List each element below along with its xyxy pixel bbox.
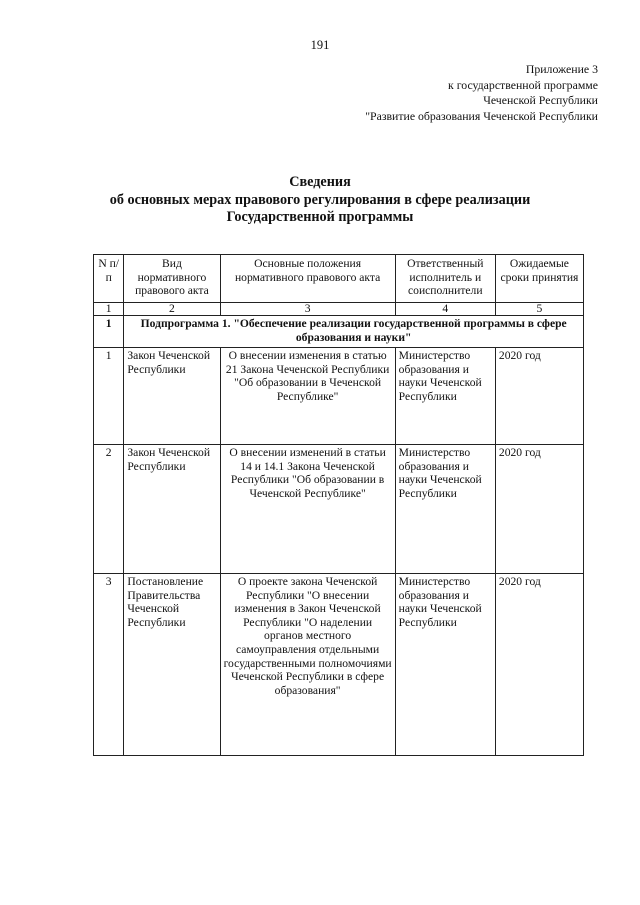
row-responsible: Министерство образования и науки Чеченской Республики <box>395 348 495 445</box>
row-responsible: Министерство образования и науки Чеченской Республики <box>395 574 495 756</box>
column-number: 2 <box>124 303 220 316</box>
row-deadline: 2020 год <box>495 574 583 756</box>
header-responsible: Ответственный исполнитель и соисполнители <box>395 255 495 303</box>
row-provisions: О проекте закона Чеченской Республики "О внесении изменения в Закон Чеченской Республики "О наделении органов местного самоуправления отдельными государственными полномочиями Чеченской Республики в сфере образования" <box>220 574 395 756</box>
measures-table <box>93 254 584 756</box>
row-deadline: 2020 год <box>495 445 583 574</box>
header-deadline: Ожидаемые сроки принятия <box>495 255 583 303</box>
row-act-type: Постановление Правительства Чеченской Республики <box>124 574 220 756</box>
row-responsible: Министерство образования и науки Чеченской Республики <box>395 445 495 574</box>
header-act-type: Вид нормативного правового акта <box>124 255 220 303</box>
row-provisions: О внесении изменения в статью 21 Закона Чеченской Республики "Об образовании в Чеченской Республике" <box>220 348 395 445</box>
subprogram-title: Подпрограмма 1. "Обеспечение реализации государственной программы в сфере образования и науки" <box>124 316 584 348</box>
appendix-line: Чеченской Республики <box>483 93 598 107</box>
header-provisions: Основные положения нормативного правового акта <box>220 255 395 303</box>
table-header-row <box>94 255 584 303</box>
row-deadline: 2020 год <box>495 348 583 445</box>
row-number: 2 <box>94 445 124 574</box>
table-row <box>94 574 584 756</box>
appendix-line: "Развитие образования Чеченской Республики <box>365 108 598 123</box>
column-number: 3 <box>220 303 395 316</box>
table-row <box>94 348 584 445</box>
appendix-line: Приложение 3 <box>525 62 598 76</box>
title-line: Государственной программы <box>226 209 414 225</box>
column-number: 5 <box>495 303 583 316</box>
row-number: 3 <box>94 574 124 756</box>
row-number: 1 <box>94 348 124 445</box>
document-title <box>0 174 640 227</box>
column-number-row <box>94 303 584 316</box>
row-act-type: Закон Чеченской Республики <box>124 348 220 445</box>
subprogram-number: 1 <box>94 316 124 348</box>
page-number: 191 <box>310 38 330 52</box>
appendix-line: к государственной программе <box>448 77 598 92</box>
appendix-note <box>268 62 598 124</box>
row-act-type: Закон Чеченской Республики <box>124 445 220 574</box>
subprogram-row <box>94 316 584 348</box>
title-line: Сведения <box>289 174 351 190</box>
column-number: 4 <box>395 303 495 316</box>
title-line: об основных мерах правового регулирования в сфере реализации <box>109 191 531 208</box>
header-number: N п/п <box>94 255 124 303</box>
row-provisions: О внесении изменений в статьи 14 и 14.1 Закона Чеченской Республики "Об образовании в Чеченской Республике" <box>220 445 395 574</box>
table-row <box>94 445 584 574</box>
column-number: 1 <box>94 303 124 316</box>
